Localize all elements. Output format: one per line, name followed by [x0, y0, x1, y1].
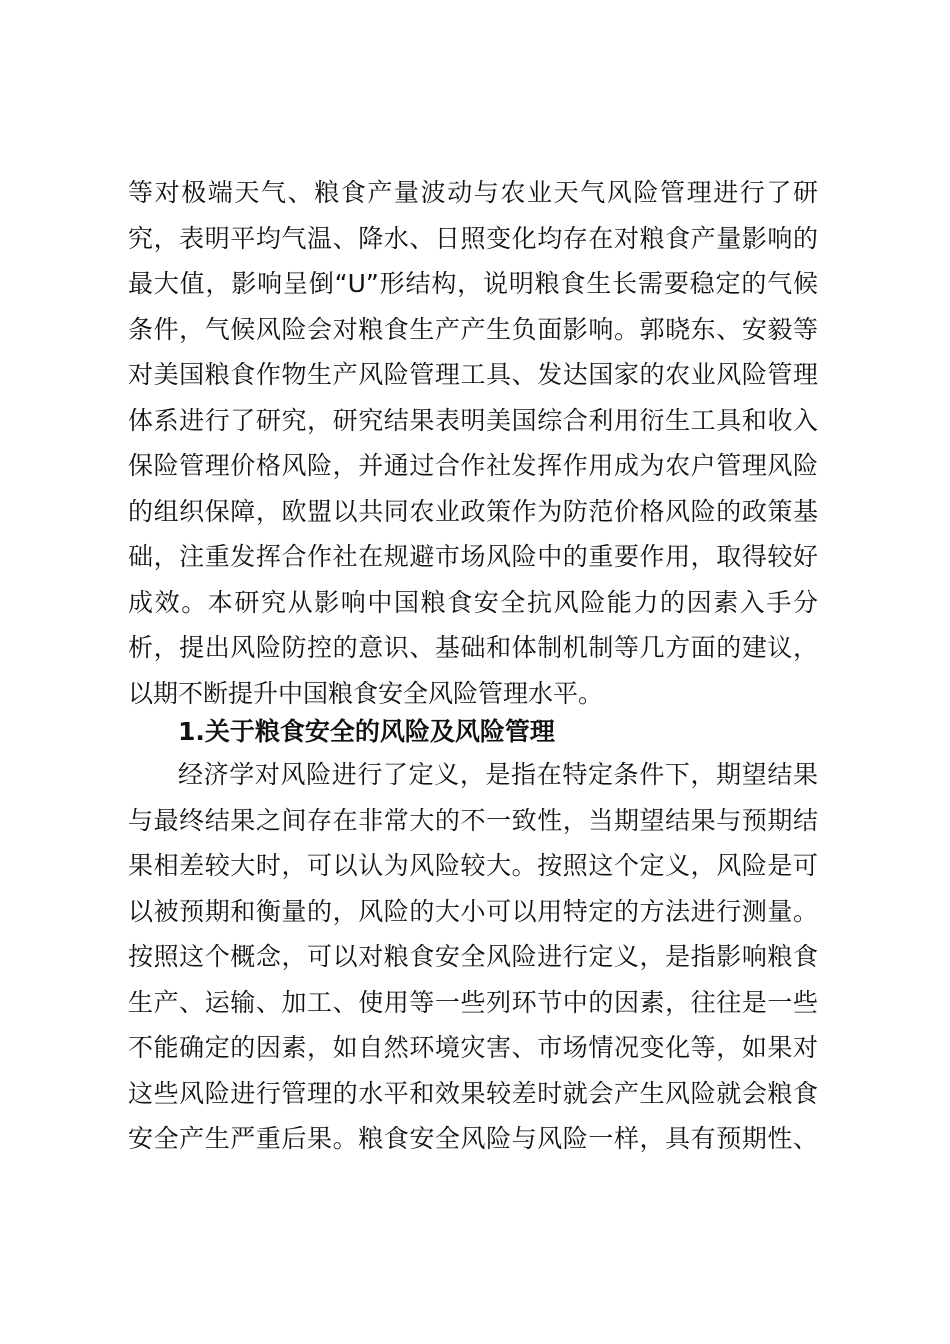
section-heading: 1.关于粮食安全的风险及风险管理	[178, 717, 555, 746]
paragraph-literature-review	[128, 170, 818, 716]
text-line: 成效。本研究从影响中国粮食安全抗风险能力的因素入手分	[128, 587, 818, 617]
text-line: 安全产生严重后果。粮食安全风险与风险一样，具有预期性、	[128, 1124, 818, 1153]
text-line: 究，表明平均气温、降水、日照变化均存在对粮食产量影响的	[128, 223, 818, 253]
text-line: 生产、运输、加工、使用等一些列环节中的因素，往往是一些	[128, 987, 818, 1017]
text-line: 等对极端天气、粮食产量波动与农业天气风险管理进行了研	[128, 178, 818, 207]
text-line: 果相差较大时，可以认为风险较大。按照这个定义，风险是可	[128, 851, 818, 880]
text-line: 经济学对风险进行了定义，是指在特定条件下，期望结果	[178, 760, 818, 789]
text-line: 体系进行了研究，研究结果表明美国综合利用衍生工具和收入	[128, 405, 818, 435]
text-line: 以期不断提升中国粮食安全风险管理水平。	[128, 678, 604, 708]
text-line: 以被预期和衡量的，风险的大小可以用特定的方法进行测量。	[128, 896, 818, 926]
text-line: 条件，气候风险会对粮食生产产生负面影响。郭晓东、安毅等	[128, 314, 818, 344]
text-line: 的组织保障，欧盟以共同农业政策作为防范价格风险的政策基	[128, 496, 818, 526]
text-line: 按照这个概念，可以对粮食安全风险进行定义，是指影响粮食	[128, 942, 818, 971]
text-line: 析，提出风险防控的意识、基础和体制机制等几方面的建议，	[128, 633, 818, 662]
text-line: 础，注重发挥合作社在规避市场风险中的重要作用，取得较好	[128, 542, 818, 571]
text-line: 最大值，影响呈倒“U”形结构，说明粮食生长需要稳定的气候	[128, 269, 818, 298]
paragraph-risk-definition	[128, 752, 818, 1162]
text-line: 与最终结果之间存在非常大的不一致性，当期望结果与预期结	[128, 805, 818, 835]
text-line: 保险管理价格风险，并通过合作社发挥作用成为农户管理风险	[128, 451, 818, 480]
text-line: 这些风险进行管理的水平和效果较差时就会产生风险就会粮食	[128, 1078, 818, 1108]
text-line: 对美国粮食作物生产风险管理工具、发达国家的农业风险管理	[128, 360, 818, 389]
text-line: 不能确定的因素，如自然环境灾害、市场情况变化等，如果对	[128, 1033, 818, 1062]
